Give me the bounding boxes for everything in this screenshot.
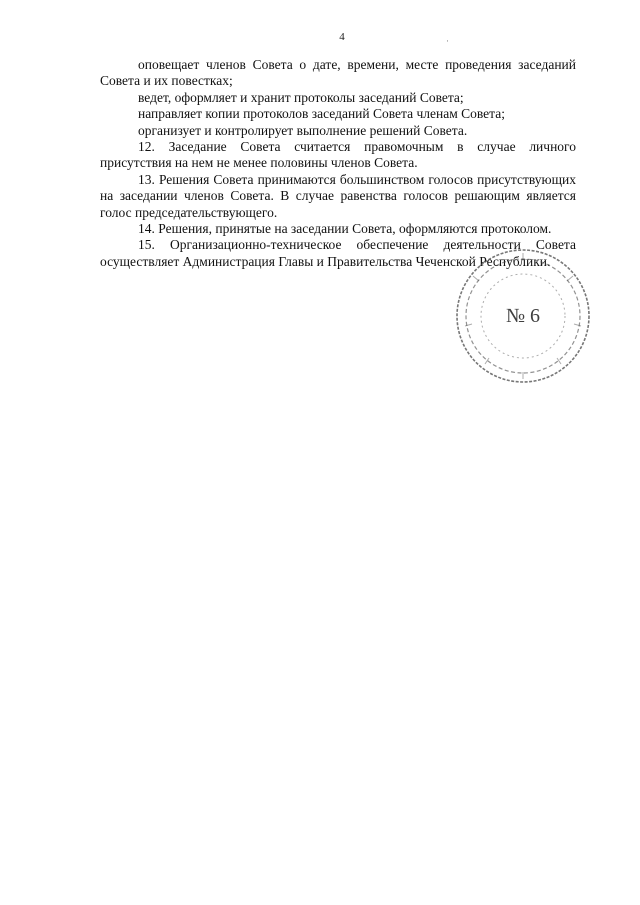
seal-number: № 6 <box>505 305 541 327</box>
paragraph-keep-protocols: ведет, оформляет и хранит протоколы заседаний Совета; <box>138 89 464 105</box>
paragraph-15-support: 15. Организационно-техническое обеспечение деятельности Совета осуществляет Администрация Главы и Правительства Чеченской Республики. <box>100 237 576 269</box>
seal-stamp <box>453 246 593 386</box>
paragraph-13-decisions: 13. Решения Совета принимаются большинством голосов присутствующих на заседании членов Совета. В случае равенства голосов решающим является голос председательствующего. <box>100 171 576 220</box>
paragraph-12-quorum: 12. Заседание Совета считается правомочным в случае личного присутствия на нем не менее половины членов Совета. <box>100 139 576 171</box>
scan-speck: · <box>446 36 449 46</box>
paragraph-control-decisions: организует и контролирует выполнение решений Совета. <box>138 122 468 138</box>
paragraph-send-copies: направляет копии протоколов заседаний Совета членам Совета; <box>138 106 505 122</box>
document-body <box>100 57 576 270</box>
paragraph-14-protocol: 14. Решения, принятые на заседании Совета, оформляются протоколом. <box>138 221 552 237</box>
page-number: 4 <box>339 31 345 43</box>
paragraph-notify-members: оповещает членов Совета о дате, времени, месте проведения заседаний Совета и их повестках; <box>100 57 576 89</box>
